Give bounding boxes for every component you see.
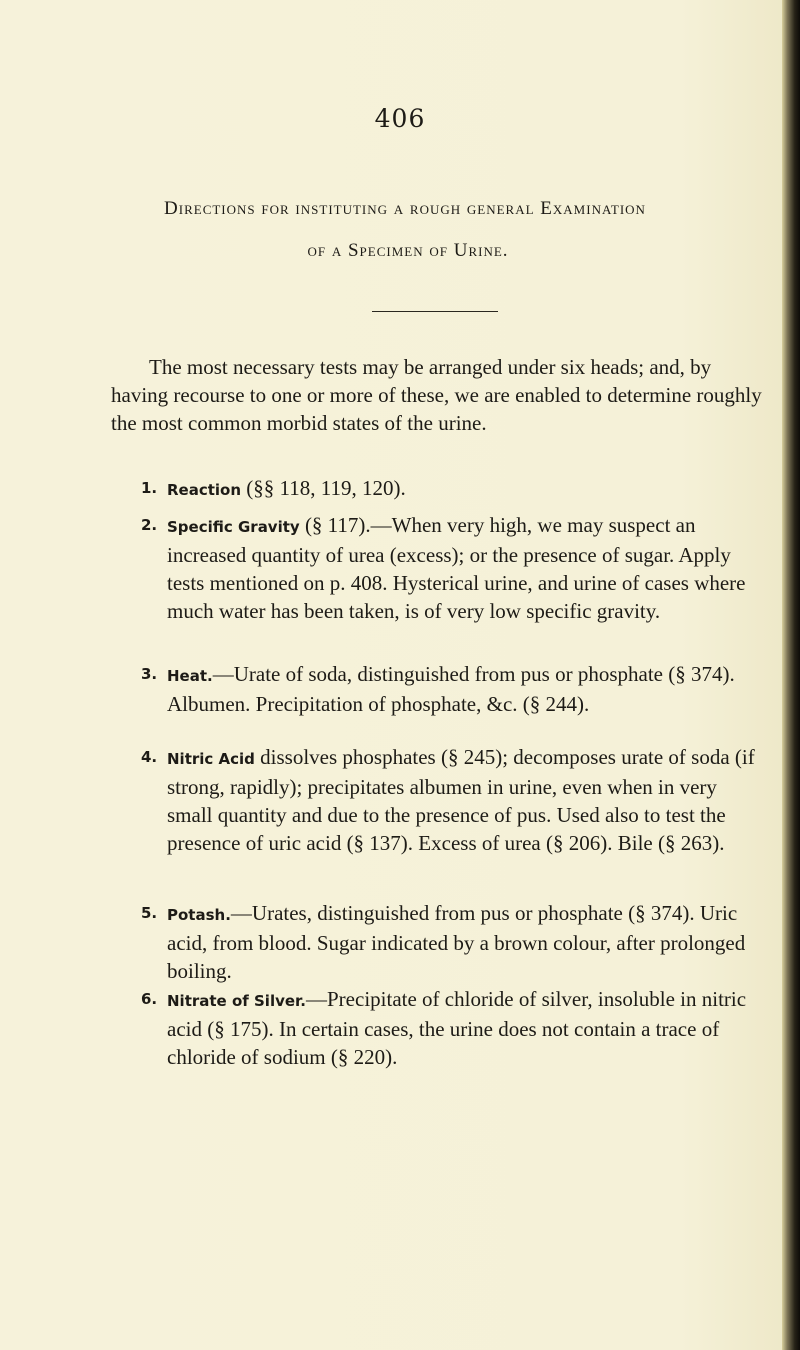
item-number: 1.	[141, 479, 158, 497]
item-text: (§ 117).—When very high, we may suspect an increased quantity of urea (excess); or the presence of sugar. Apply tests mentioned on p. 408. Hysterical urine, and urine of cases where much water has been taken, is of very low specific gravity.	[167, 513, 746, 623]
intro-paragraph: The most necessary tests may be arranged under six heads; and, by having recourse to one or more of these, we are enabled to determine roughly the most common morbid states of the urine.	[111, 355, 762, 435]
item-text: (§§ 118, 119, 120).	[241, 476, 406, 500]
item-text: —Precipitate of chloride of silver, insoluble in nitric acid (§ 175). In certain cases, the urine does not contain a trace of chloride of sodium (§ 220).	[167, 987, 747, 1069]
item-label: Heat.	[167, 667, 213, 685]
item-body	[167, 743, 767, 857]
item-number: 4.	[141, 748, 158, 766]
item-body	[167, 511, 767, 625]
item-number: 6.	[141, 990, 158, 1008]
item-body	[167, 660, 767, 718]
item-body	[167, 985, 767, 1071]
item-label: Reaction	[167, 481, 242, 499]
item-label: Specific Gravity	[167, 518, 300, 536]
item-label: Nitric Acid	[167, 750, 255, 768]
item-label: Potash.	[167, 906, 231, 924]
item-text: —Urate of soda, distinguished from pus or phosphate (§ 374). Albumen. Precipitation of phosphate, &c. (§ 244).	[167, 662, 735, 716]
item-number: 2.	[141, 516, 158, 534]
page-number: 406	[374, 104, 426, 133]
item-text: dissolves phosphates (§ 245); decomposes urate of soda (if strong, rapidly); precipitates albumen in urine, even when in very small quantity and due to the presence of pus. Used also to test the presence of uric acid (§ 137). Excess of urea (§ 206). Bile (§ 263).	[167, 745, 755, 855]
item-body	[167, 899, 767, 985]
item-body	[167, 474, 767, 504]
section-title-line-1: Directions for instituting a rough general Examination	[164, 198, 646, 219]
item-number: 3.	[141, 665, 158, 683]
title-divider	[372, 311, 498, 312]
item-number: 5.	[141, 904, 158, 922]
item-text: —Urates, distinguished from pus or phosphate (§ 374). Uric acid, from blood. Sugar indicated by a brown colour, after prolonged boiling.	[167, 901, 746, 983]
item-label: Nitrate of Silver.	[167, 992, 306, 1010]
section-title-line-2: of a Specimen of Urine.	[307, 240, 509, 261]
